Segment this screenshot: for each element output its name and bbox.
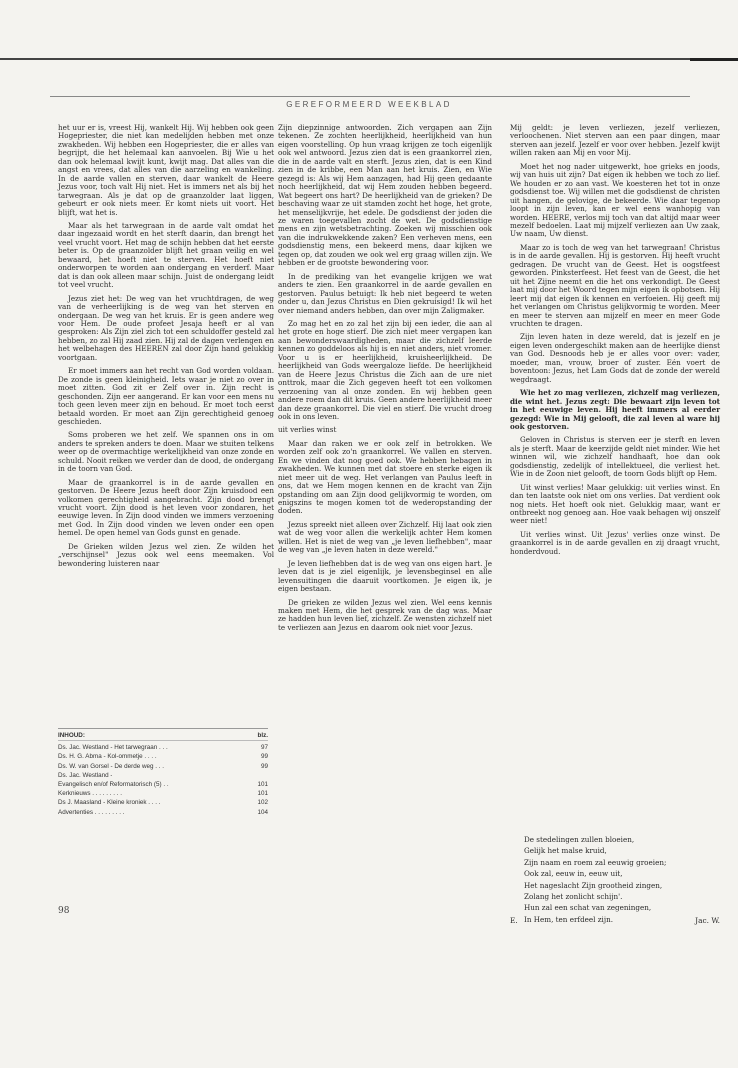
top-rule-accent	[690, 58, 738, 61]
toc-title: Evangelisch en/of Reformatorisch (5) . .	[58, 781, 169, 789]
poem-line: Zolang het zonlicht schijn'.	[524, 892, 623, 902]
paragraph: het uur er is, vreest Hij, wankelt Hij. Wij hebben ook geen Hogepriester, die niet kan medelijden hebben met onze zwakheden. Wij hebben een Hogepriester, die er alles van begrijpt, die het helemaal kan aanvoelen. Bij Wie u het dan ook helemaal kwijt kunt, kwijt mag. Dat alles van die angst en vrees, dat alles van die aarzeling en wankeling. In de aarde vallen en sterven, daar wankelt de Heere Jezus voor, toch valt Hij niet. Het is immers net als bij het tarwegraan. Als je dat op de graanzolder laat liggen, gebeurt er ook niets meer. Er komt niets uit voort. Het blijft, wat het is.	[58, 123, 274, 217]
paragraph: Mij geldt: je leven verliezen, jezelf verliezen, verloochenen. Niet sterven aan een paar dingen, maar sterven aan jezelf. Jezelf er voor over hebben. Jezelf kwijt willen raken aan Mij en voor Mij.	[510, 123, 720, 158]
toc-page: 97	[260, 744, 268, 752]
paragraph: Maar de graankorrel is in de aarde gevallen en gestorven. De Heere Jezus heeft door Zijn kruisdood een volkomen gerechtigheid aangebracht. Zijn dood brengt vrucht voort. Zijn dood is het leven voor zondaren, het eeuwige leven. In Zijn dood vinden we immers verzoening met God. In Zijn dood vinden we leven onder een open hemel. De open hemel van Gods gunst en genade.	[58, 477, 274, 538]
paragraph: Zijn diepzinnige antwoorden. Zich vergapen aan Zijn tekenen. Ze zochten heerlijkheid, heerlijkheid van hun eigen voorstelling. Op hun vraag krijgen ze toch eigenlijk ook wel antwoord. Jezus zien dat is een graankorrel zien, die in de aarde valt en sterft. Jezus zien, dat is een Kind zien in de kribbe, een Man aan het kruis. Zien, en Wie gezegd is: Als wij Hem aanzagen, had Hij geen gedaante noch heerlijkheid, dat wij Hem zouden hebben begeerd. Wat begeert ons hart? De heerlijkheid van de grieken? De beschaving waar ze uit stamden zocht het hoge, het grote, het menselijkvrije, het edele. De godsdienst der joden die ze waren toegevallen zocht de wet. De godsdienstige mens en zijn wetsbetrachting. Zoeken wij misschien ook van die indrukwekkende zaken? Een verheven mens, een godsdienstig mens, een bekeerd mens, daar kijken we tegen op, dat zouden we ook wel erg graag willen zijn. We hebben er de grootste bewondering voor.	[278, 123, 492, 268]
signature-left: E.	[510, 916, 518, 925]
paragraph: De grieken ze wilden Jezus wel zien. Wel eens kennis maken met Hem, die het gesprek van de dag was. Maar ze hadden hun leven lief, zichzelf. Ze wensten zichzelf niet te verliezen aan Jezus en daarom ook niet voor Jezus.	[278, 597, 492, 632]
toc-title: Ds. Jac. Westland -	[58, 771, 113, 779]
paragraph: Jezus ziet het: De weg van het vruchtdragen, de weg van de verheerlijking is de weg van het sterven en ondergaan. De weg van het kruis. Er is geen andere weg voor Hem. De oude profeet Jesaja heeft er al van gesproken: Als Zijn ziel zich tot een schuldoffer gesteld zal hebben, zo zal Hij zaad zien. Hij zal de dagen verlengen en het welbehagen des HEEREN zal door Zijn hand gelukkig voortgaan.	[58, 293, 274, 362]
table-of-contents	[58, 728, 268, 817]
column-2	[278, 124, 492, 637]
poem-line: De stedelingen zullen bloeien,	[524, 835, 635, 844]
toc-blz: blz.	[257, 732, 268, 739]
toc-title: Ds. Jac. Westland - Het tarwegraan . . .	[58, 744, 168, 752]
toc-title: Kerknieuws . . . . . . . . .	[58, 790, 123, 798]
paragraph: Geloven in Christus is sterven eer je sterft en leven als je sterft. Maar de keerzijde geldt niet minder. Wie het winnen wil, wie zichzelf handhaaft, hoe dan ook godsdienstig, zedelijk of intellektueel, die verliest het. Wie in de Zoon niet gelooft, de toorn Gods blijft op Hem.	[510, 435, 720, 479]
paragraph: Soms proberen we het zelf. We spannen ons in om anders te spreken anders te doen. Maar we stuiten telkens weer op de overmachtige werkelijkheid van onze zonde en schuld. Nooit reiken we verder dan de dood, de ondergang in de toorn van God.	[58, 430, 274, 474]
author-signature: Jac. W.	[695, 916, 720, 925]
paragraph: Zo mag het en zo zal het zijn bij een ieder, die aan al het grote en hoge stierf. Die zich niet meer vergapen kan aan bewonderswaardigheden, maar die zichzelf leerde kennen zo goddeloos als hij is en niet anders, niet vromer. Voor u is er heerlijkheid, kruisheerlijkheid. De heerlijkheid van Gods weergaloze liefde. De heerlijkheid van de Heere Jezus Christus die Zich aan de ure niet onttrok, maar die Zich gegeven heeft tot een volkomen verzoening van al onze zonden. En wij hebben geen andere roem dan dit kruis. Geen andere heerlijkheid meer dan deze graankorrel. Die viel en stierf. Die vrucht droeg ook in ons leven.	[278, 318, 492, 421]
emphasized-paragraph: Wie het zo mag verliezen, zichzelf mag verliezen, die wint het. Jezus zegt: Die bewaart zijn leven tot in het eeuwige leven. Hij heeft immers al eerder gezegd: Wie in Mij gelooft, die zal leven al ware hij ook gestorven.	[510, 388, 720, 431]
section-subheading: uit verlies winst	[278, 425, 337, 435]
paragraph: Maar als het tarwegraan in de aarde valt omdat het daar ingezaaid wordt en het sterft daarin, dan brengt het veel vrucht voort. Het mag de schijn hebben dat het eerste beter is. Op de graanzolder blijft het graan veilig en wel bewaard, het hoeft niet te sterven. Het hoeft niet onderworpen te worden aan ondergang en verderf. Maar dat is dan ook alleen maar schijn. Juist de ondergang leidt tot veel vrucht.	[58, 220, 274, 290]
toc-row	[58, 771, 268, 780]
paragraph: De Grieken wilden Jezus wel zien. Ze wilden het „verschijnsel" Jezus ook wel eens meemaken. Vol bewondering luisteren naar	[58, 541, 274, 568]
page-number: 98	[58, 906, 70, 916]
paragraph: Er moet immers aan het recht van God worden voldaan. De zonde is geen kleinigheid. Iets waar je niet zo over in moet zitten. God zit er Zelf over in. Zijn recht is geschonden. Zijn eer aangerand. Er kan voor een mens nu toch geen leven meer zijn en behoud. Er moet toch eerst betaald worden. Er moet aan Zijn gerechtigheid genoeg geschieden.	[58, 366, 274, 426]
toc-title: Advertenties . . . . . . . . .	[58, 808, 125, 816]
paragraph: Je leven liefhebben dat is de weg van ons eigen hart. Je leven dat is je ziel eigenlijk, je levensbeginsel en alle levensuitingen die daaruit voortkomen. Je eigen ik, je eigen bestaan.	[278, 558, 492, 594]
paragraph: Zijn leven haten in deze wereld, dat is jezelf en je eigen leven ondergeschikt maken aan de heerlijke dienst van God. Desnoods heb je er alles voor over: vader, moeder, man, vrouw, broer of zuster. Eén voert de boventoon: Jezus, het Lam Gods dat de zonde der wereld wegdraagt.	[510, 332, 720, 384]
toc-page: 99	[260, 762, 268, 770]
toc-row	[58, 743, 268, 752]
running-header: GEREFORMEERD WEEKBLAD	[286, 100, 452, 109]
toc-row	[58, 762, 268, 771]
toc-title: Ds. W. van Gorsel - De derde weg . . .	[58, 762, 165, 770]
poem-line: In Hem, ten erfdeel zijn.	[524, 914, 613, 924]
toc-page: 101	[257, 781, 268, 789]
paragraph: In de prediking van het evangelie krijgen we wat anders te zien. Een graankorrel in de aarde gevallen en gestorven. Paulus betuigt: Ik heb niet begeerd te weten onder u, dan Jezus Christus en Dien gekruisigd! Ik wil het over niemand anders hebben, dan over mijn Zaligmaker.	[278, 271, 492, 315]
toc-row	[58, 808, 268, 817]
poem-line: Hun zal een schat van zegeningen,	[524, 903, 652, 913]
toc-row	[58, 780, 268, 789]
column-1	[58, 124, 274, 573]
toc-page: 104	[257, 808, 268, 816]
toc-row	[58, 798, 268, 807]
poem-line: Ook zal, eeuw in, eeuw uit,	[524, 869, 623, 879]
top-rule	[0, 58, 738, 60]
toc-row	[58, 752, 268, 761]
signature-line	[510, 916, 720, 925]
header-rule	[50, 96, 690, 97]
toc-heading: INHOUD:	[58, 732, 85, 739]
paragraph: Maar dan raken we er ook zelf in betrokken. We worden zelf ook zo'n graankorrel. We vallen en sterven. En we vinden dat nog goed ook. We hebben hebagen in zwakheden. We kunnen met dat stoere en sterke eigen ik niet meer uit de weg. Het verlangen van Paulus leeft in ons, dat we Hem mogen kennen en de kracht van Zijn opstanding om aan Zijn dood gelijkvormig te worden, om enigszins te mogen komen tot de wederopstanding der doden.	[278, 438, 492, 516]
poem-stanza	[524, 834, 724, 925]
toc-title: Ds. H. G. Abma - Kol-ommetje . . . .	[58, 753, 157, 761]
toc-row	[58, 789, 268, 798]
paragraph: Uit winst verlies! Maar gelukkig: uit verlies winst. En dan ten laatste ook niet om ons verlies. Dat verdient ook nog niets. Het hoeft ook niet. Gelukkig maar, want er ontbreekt nog genoeg aan. Hoe vaak behagen wij onszelf weer niet!	[510, 482, 720, 526]
paragraph: Jezus spreekt niet alleen over Zichzelf. Hij laat ook zien wat de weg voor allen die werkelijk achter Hem komen willen. Het is niet de weg van „je leven liefhebben", maar de weg van „je leven haten in deze wereld."	[278, 519, 492, 555]
toc-title: Ds J. Maasland - Kleine kroniek . . . .	[58, 799, 161, 807]
poem-line: Het nageslacht Zijn grootheid zingen,	[524, 880, 663, 890]
poem-line: Zijn naam en roem zal eeuwig groeien;	[524, 857, 667, 867]
toc-header	[58, 731, 268, 741]
paragraph: Maar zo is toch de weg van het tarwegraan! Christus is in de aarde gevallen. Hij is gestorven. Hij heeft vrucht gedragen. De vrucht van de Geest. Het is oogstfeest geworden. Pinksterfeest. Het feest van de Geest, die het uit het Zijne neemt en die het ons verkondigt. De Geest laat mij door het Woord tegen mijn eigen ik opbotsen. Hij leert mij dat eigen ik kennen en verfoeien. Hij geeft mij het verlangen om Christus gelijkvormig te worden. Meer en meer te sterven aan mijzelf en meer en meer Gode vruchten te dragen.	[510, 242, 720, 328]
paragraph: Moet het nog nader uitgewerkt, hoe grieks en joods, wij van huis uit zijn? Dat eigen ik hebben we toch zo lief. We houden er zo aan vast. We koesteren het tot in onze godsdienst toe. Wij willen met die godsdienst de christen uit hangen, de gelovige, de bekeerde. Wie daar tegenop loopt in zijn leven, kan er wel eens wanhopig van worden. HEERE, verlos mij toch van dat altijd maar weer mezelf bedoelen. Laat mij mijzelf verliezen aan Uw zaak, Uw naam, Uw dienst.	[510, 161, 720, 239]
toc-page: 101	[257, 790, 268, 798]
column-3	[510, 124, 720, 561]
paragraph: Uit verlies winst. Uit Jezus' verlies onze winst. De graankorrel is in de aarde gevallen en zij draagt vrucht, honderdvoud.	[510, 529, 720, 556]
poem-line: Gelijk het malse kruid,	[524, 846, 607, 856]
toc-page	[246, 771, 268, 780]
toc-page: 99	[260, 753, 268, 761]
toc-page: 102	[257, 799, 268, 807]
